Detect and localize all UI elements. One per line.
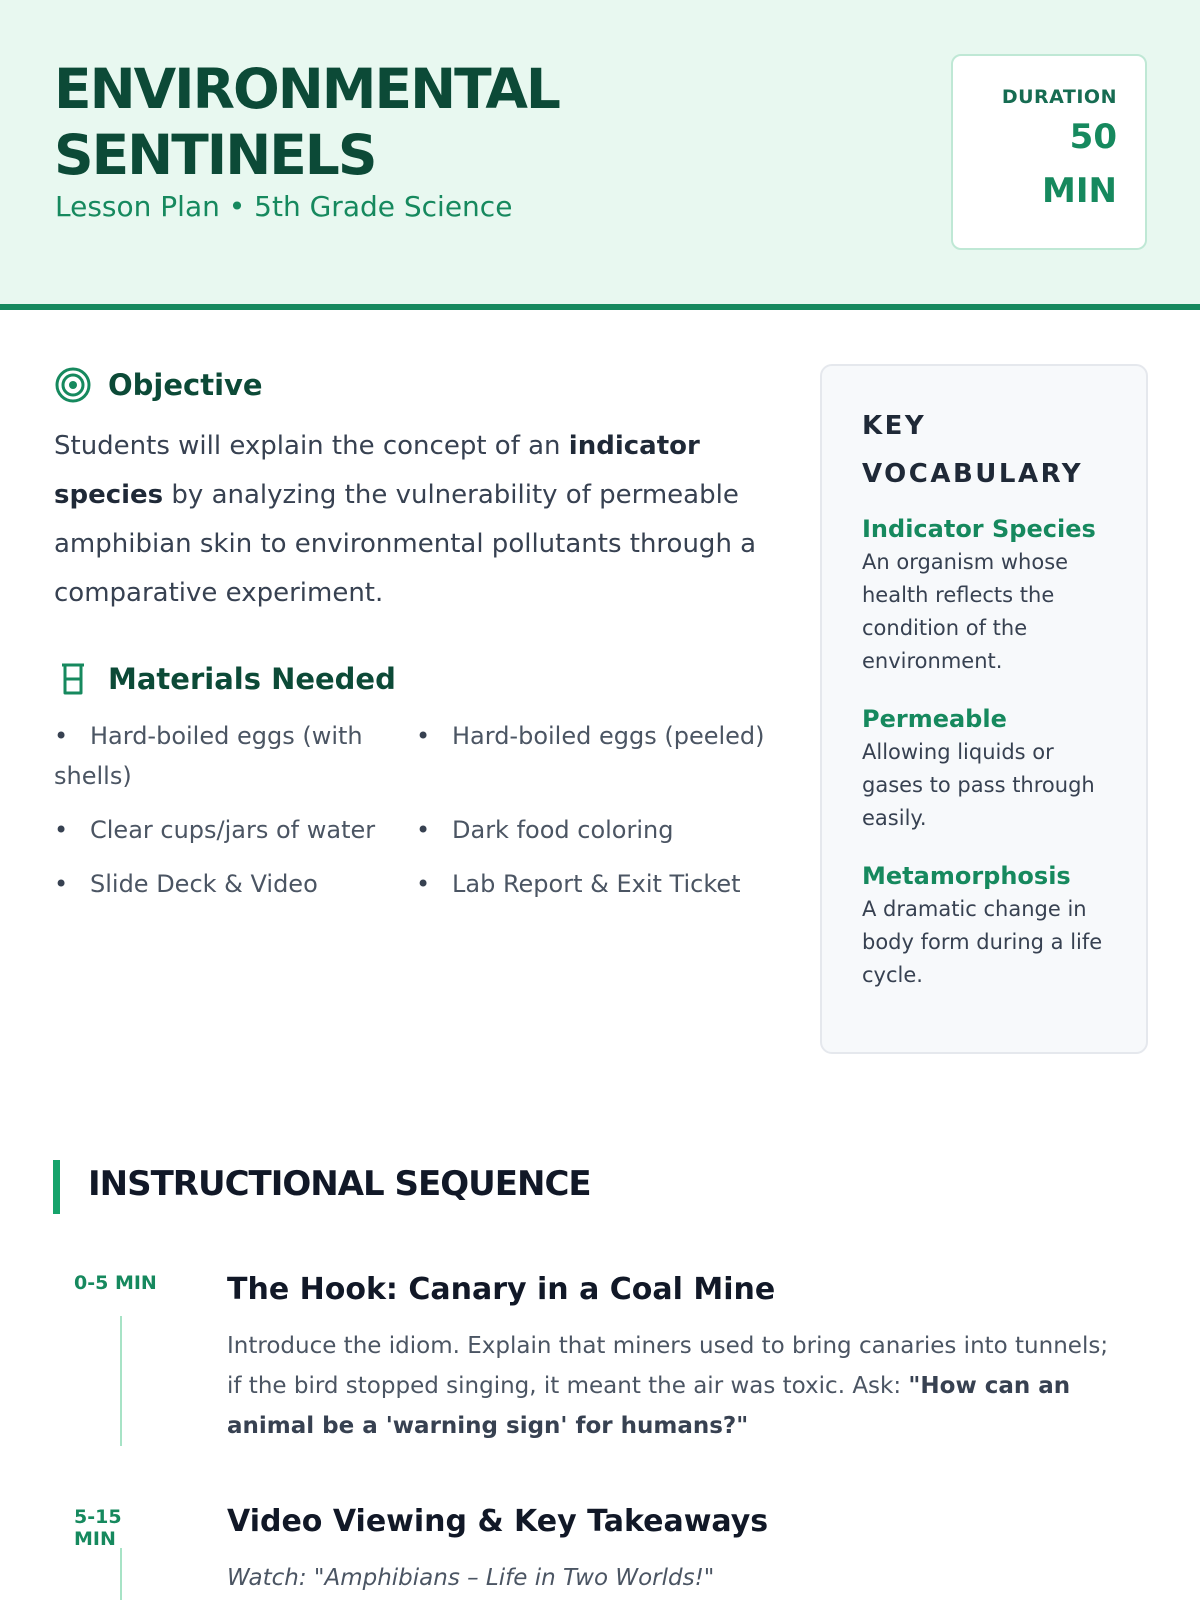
duration-card	[951, 54, 1147, 250]
duration-number: 50	[1069, 117, 1117, 157]
bullet-icon: •	[416, 816, 431, 844]
duration-value	[953, 110, 1117, 218]
vocab-definition: Allowing liquids or gases to pass through easily.	[862, 740, 1095, 830]
list-item	[54, 864, 416, 904]
vocabulary-title-line-1: KEY	[862, 411, 927, 441]
header-banner	[0, 0, 1200, 310]
vocabulary-title	[862, 402, 1116, 498]
page-subtitle: Lesson Plan • 5th Grade Science	[55, 190, 513, 223]
material-label: Dark food coloring	[452, 816, 674, 844]
page-title	[54, 56, 559, 188]
vocab-term: Indicator Species	[862, 515, 1096, 543]
objective-heading-label: Objective	[108, 368, 263, 402]
materials-heading	[54, 660, 396, 698]
duration-label: DURATION	[1001, 86, 1117, 108]
target-icon	[54, 366, 92, 404]
timeline-line	[120, 1548, 122, 1600]
material-label: Hard-boiled eggs (peeled)	[452, 722, 765, 750]
vocabulary-title-line-2: VOCABULARY	[862, 459, 1084, 489]
objective-text-before: Students will explain the concept of an	[54, 431, 569, 461]
material-label: Hard-boiled eggs (with shells)	[54, 722, 363, 790]
vocab-entry	[862, 512, 1116, 678]
title-line-2: SENTINELS	[54, 123, 376, 187]
title-line-1: ENVIRONMENTAL	[54, 57, 559, 121]
bullet-icon: •	[54, 870, 69, 898]
vocab-entry	[862, 702, 1116, 835]
list-item	[54, 810, 416, 850]
step-time: 0-5 MIN	[74, 1272, 157, 1294]
list-item	[416, 864, 774, 904]
objective-bold-term: indicator species	[54, 431, 700, 510]
section-accent-bar	[53, 1160, 60, 1214]
step-title: The Hook: Canary in a Coal Mine	[227, 1272, 776, 1307]
list-item	[416, 810, 774, 850]
objective-heading	[54, 366, 263, 404]
step-title: Video Viewing & Key Takeaways	[227, 1504, 769, 1539]
beaker-icon	[54, 660, 92, 698]
materials-heading-label: Materials Needed	[108, 662, 396, 696]
list-item	[416, 716, 774, 796]
step-description	[227, 1326, 1127, 1446]
vocab-definition: A dramatic change in body form during a life cycle.	[862, 897, 1103, 987]
bullet-icon: •	[54, 722, 69, 750]
step-description-question: "How can an animal be a 'warning sign' for humans?"	[227, 1373, 1071, 1439]
material-label: Slide Deck & Video	[90, 870, 318, 898]
step-description-text: Introduce the idiom. Explain that miners used to bring canaries into tunnels; if the bird stopped singing, it meant the air was toxic. Ask:	[227, 1333, 1109, 1399]
bullet-icon: •	[54, 816, 69, 844]
objective-text	[54, 422, 774, 618]
bullet-icon: •	[416, 722, 431, 750]
step-description: Watch: "Amphibians – Life in Two Worlds!"	[227, 1565, 715, 1591]
objective-text-after: by analyzing the vulnerability of permeable amphibian skin to environmental pollutants through a comparative experiment.	[54, 480, 757, 608]
step-time: 5-15 MIN	[74, 1506, 122, 1550]
duration-unit: MIN	[1042, 171, 1117, 211]
material-label: Lab Report & Exit Ticket	[452, 870, 741, 898]
vocab-definition: An organism whose health reflects the condition of the environment.	[862, 550, 1069, 673]
material-label: Clear cups/jars of water	[90, 816, 376, 844]
vocab-term: Metamorphosis	[862, 862, 1071, 890]
sequence-heading: INSTRUCTIONAL SEQUENCE	[88, 1164, 591, 1204]
vocab-entry	[862, 859, 1116, 992]
list-item	[54, 716, 416, 796]
vocabulary-card	[820, 364, 1148, 1054]
bullet-icon: •	[416, 870, 431, 898]
vocab-term: Permeable	[862, 705, 1007, 733]
timeline-line	[120, 1316, 122, 1446]
materials-list	[54, 716, 774, 904]
